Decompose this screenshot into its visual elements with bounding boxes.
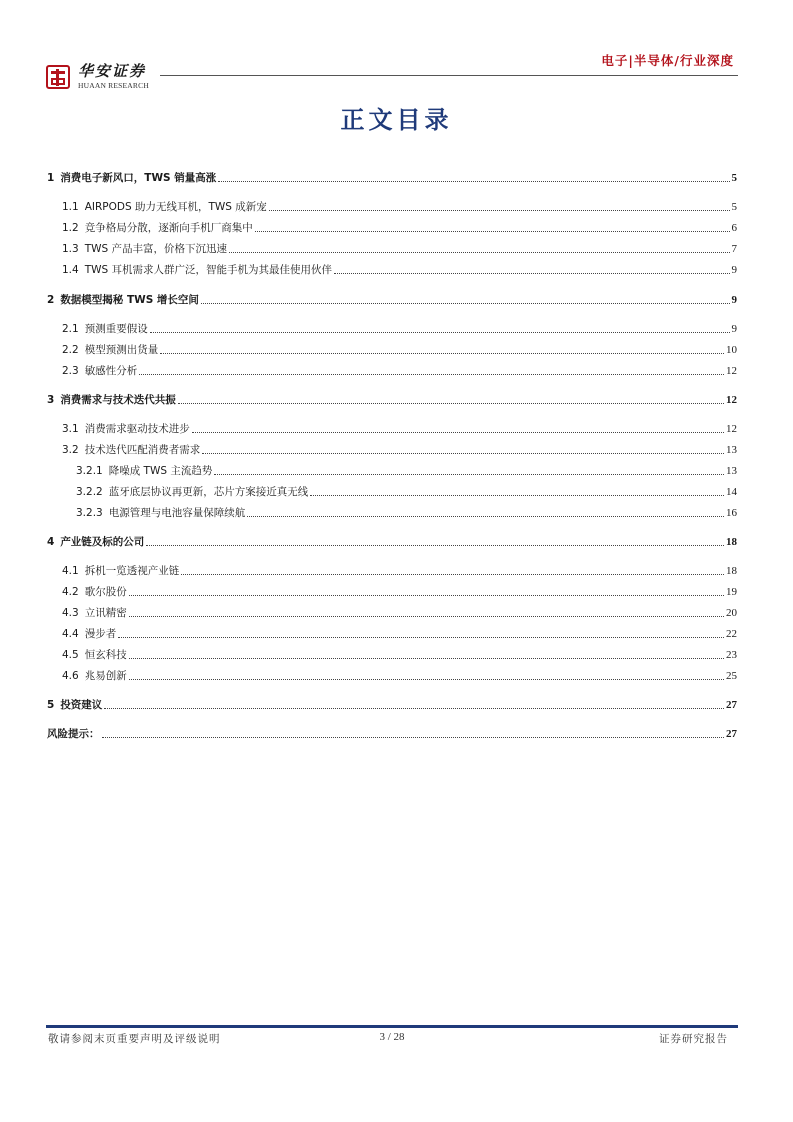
toc-dot-leader bbox=[201, 303, 730, 304]
huaan-logo-icon bbox=[46, 65, 70, 89]
toc-entry-number: 3.2 bbox=[62, 444, 79, 456]
toc-entry-label bbox=[76, 485, 308, 499]
toc-entry-page: 7 bbox=[731, 243, 737, 255]
toc-entry-number: 4.2 bbox=[62, 586, 79, 598]
toc-entry-number: 1.2 bbox=[62, 222, 79, 234]
toc-entry-text: TWS 耳机需求人群广泛，智能手机为其最佳使用伙伴 bbox=[84, 264, 333, 276]
toc-entry-label bbox=[47, 393, 176, 407]
toc-entry-page: 16 bbox=[726, 507, 737, 519]
toc-entry-text: 拆机一览透视产业链 bbox=[84, 565, 180, 577]
toc-entry-text: 产业链及标的公司 bbox=[60, 536, 145, 548]
toc-dot-leader bbox=[255, 231, 730, 232]
toc-entry-page: 5 bbox=[731, 201, 737, 213]
toc-entry-text: 数据模型揭秘 TWS 增长空间 bbox=[60, 294, 199, 306]
toc-entry-page: 9 bbox=[731, 264, 737, 276]
toc-entry[interactable] bbox=[47, 337, 737, 357]
toc-dot-leader bbox=[118, 637, 724, 638]
toc-entry-page: 9 bbox=[731, 294, 737, 306]
toc-entry-text: 技术迭代匹配消费者需求 bbox=[84, 444, 201, 456]
toc-entry-text: TWS 产品丰富，价格下沉迅速 bbox=[84, 243, 228, 255]
toc-entry-number: 5 bbox=[47, 699, 55, 711]
toc-entry-number: 1.1 bbox=[62, 201, 79, 213]
toc-entry[interactable] bbox=[47, 458, 737, 478]
toc-entry[interactable] bbox=[47, 387, 737, 407]
toc-entry-label bbox=[62, 606, 127, 620]
toc-entry-page: 9 bbox=[731, 323, 737, 335]
toc-entry-text: 立讯精密 bbox=[84, 607, 127, 619]
page-number: 3 / 28 bbox=[379, 1031, 405, 1043]
toc-entry-number: 3.2.1 bbox=[76, 465, 103, 477]
toc-entry[interactable] bbox=[47, 215, 737, 235]
toc-entry[interactable] bbox=[47, 692, 737, 712]
toc-entry-number: 4.5 bbox=[62, 649, 79, 661]
toc-dot-leader bbox=[192, 432, 724, 433]
toc-dot-leader bbox=[229, 252, 729, 253]
toc-dot-leader bbox=[214, 474, 724, 475]
toc-entry-label bbox=[76, 464, 212, 478]
toc-entry-label bbox=[62, 443, 200, 457]
toc-dot-leader bbox=[104, 708, 724, 709]
toc-entry-label bbox=[62, 242, 227, 256]
toc-entry-number: 2.2 bbox=[62, 344, 79, 356]
logo-chinese-name: 华安证券 bbox=[78, 64, 147, 80]
toc-entry-label bbox=[62, 564, 179, 578]
toc-entry-text: 投资建议 bbox=[60, 699, 103, 711]
toc-entry-label bbox=[62, 422, 190, 436]
toc-entry-number: 3.2.3 bbox=[76, 507, 103, 519]
toc-dot-leader bbox=[218, 181, 729, 182]
toc-entry-text: 竞争格局分散，逐渐向手机厂商集中 bbox=[84, 222, 253, 234]
toc-entry-number: 1.3 bbox=[62, 243, 79, 255]
toc-entry-label bbox=[62, 200, 267, 214]
toc-entry-text: 漫步者 bbox=[84, 628, 117, 640]
toc-entry-page: 25 bbox=[726, 670, 737, 682]
company-logo bbox=[46, 64, 149, 90]
toc-entry-label bbox=[47, 293, 199, 307]
toc-entry-number: 3 bbox=[47, 394, 55, 406]
toc-dot-leader bbox=[150, 332, 730, 333]
report-category: 电子|半导体/行业深度 bbox=[601, 53, 734, 68]
toc-entry-label bbox=[62, 343, 158, 357]
toc-entry-page: 12 bbox=[726, 365, 737, 377]
toc-entry-page: 18 bbox=[726, 565, 737, 577]
toc-entry-text: 降噪成 TWS 主流趋势 bbox=[108, 465, 213, 477]
toc-dot-leader bbox=[129, 616, 724, 617]
page-header bbox=[46, 46, 738, 96]
toc-entry-page: 27 bbox=[726, 728, 737, 740]
toc-entry-label bbox=[76, 506, 245, 520]
toc-entry[interactable] bbox=[47, 558, 737, 578]
toc-entry-page: 20 bbox=[726, 607, 737, 619]
toc-entry-text: 电源管理与电池容量保障续航 bbox=[108, 507, 246, 519]
logo-english-name: HUAAN RESEARCH bbox=[78, 81, 149, 90]
toc-entry[interactable] bbox=[47, 316, 737, 336]
toc-entry-label bbox=[47, 698, 102, 712]
toc-entry-label bbox=[62, 322, 148, 336]
toc-entry-number: 4.4 bbox=[62, 628, 79, 640]
toc-entry-text: 预测重要假设 bbox=[84, 323, 148, 335]
toc-entry[interactable] bbox=[47, 642, 737, 662]
toc-entry-number: 1 bbox=[47, 172, 55, 184]
toc-entry-text: 恒玄科技 bbox=[84, 649, 127, 661]
toc-entry-number: 4.1 bbox=[62, 565, 79, 577]
footer-report-type: 证券研究报告 bbox=[659, 1033, 728, 1045]
toc-dot-leader bbox=[129, 658, 724, 659]
toc-dot-leader bbox=[178, 403, 724, 404]
toc-entry-page: 27 bbox=[726, 699, 737, 711]
toc-entry-text: 消费需求驱动技术进步 bbox=[84, 423, 190, 435]
toc-entry-text: 蓝牙底层协议再更新，芯片方案接近真无线 bbox=[108, 486, 309, 498]
toc-entry-page: 13 bbox=[726, 465, 737, 477]
header-divider bbox=[160, 75, 738, 76]
toc-entry[interactable] bbox=[47, 621, 737, 641]
toc-entry[interactable] bbox=[47, 579, 737, 599]
toc-entry[interactable] bbox=[47, 416, 737, 436]
toc-entry-text: 歌尔股份 bbox=[84, 586, 127, 598]
toc-dot-leader bbox=[160, 353, 724, 354]
toc-dot-leader bbox=[102, 737, 725, 738]
toc-entry-number: 4.3 bbox=[62, 607, 79, 619]
toc-entry-text: 兆易创新 bbox=[84, 670, 127, 682]
toc-dot-leader bbox=[129, 595, 724, 596]
page-title: 正文目录 bbox=[340, 106, 453, 134]
toc-entry-page: 12 bbox=[726, 423, 737, 435]
toc-entry-label bbox=[47, 171, 216, 185]
toc-dot-leader bbox=[129, 679, 724, 680]
toc-entry-label bbox=[62, 221, 253, 235]
toc-dot-leader bbox=[181, 574, 724, 575]
toc-entry[interactable] bbox=[47, 529, 737, 549]
page-footer bbox=[46, 1031, 738, 1047]
toc-entry-text: 风险提示： bbox=[47, 728, 100, 740]
toc-entry-number: 3.2.2 bbox=[76, 486, 103, 498]
toc-entry-number: 2.3 bbox=[62, 365, 79, 377]
toc-entry-text: AIRPODS 助力无线耳机，TWS 成新宠 bbox=[84, 201, 267, 213]
toc-entry-page: 10 bbox=[726, 344, 737, 356]
toc-entry[interactable] bbox=[47, 479, 737, 499]
toc-entry-label bbox=[62, 648, 127, 662]
toc-entry-page: 14 bbox=[726, 486, 737, 498]
toc-entry-number: 2 bbox=[47, 294, 55, 306]
toc-dot-leader bbox=[247, 516, 724, 517]
toc-entry[interactable] bbox=[47, 287, 737, 307]
toc-entry-page: 5 bbox=[731, 172, 737, 184]
toc-dot-leader bbox=[146, 545, 724, 546]
toc-entry[interactable] bbox=[47, 194, 737, 214]
toc-entry[interactable] bbox=[47, 437, 737, 457]
toc-entry-page: 18 bbox=[726, 536, 737, 548]
toc-entry-page: 6 bbox=[731, 222, 737, 234]
toc-entry[interactable] bbox=[47, 500, 737, 520]
toc-entry-number: 4.6 bbox=[62, 670, 79, 682]
toc-entry[interactable] bbox=[47, 663, 737, 683]
toc-entry-label bbox=[62, 627, 116, 641]
toc-entry-page: 22 bbox=[726, 628, 737, 640]
toc-entry-label bbox=[62, 669, 127, 683]
toc-entry[interactable] bbox=[47, 721, 737, 741]
toc-entry-label bbox=[47, 535, 144, 549]
toc-entry[interactable] bbox=[47, 257, 737, 277]
toc-entry-page: 12 bbox=[726, 394, 737, 406]
toc-entry-number: 3.1 bbox=[62, 423, 79, 435]
toc-dot-leader bbox=[334, 273, 729, 274]
toc-entry-page: 13 bbox=[726, 444, 737, 456]
toc-entry-number: 1.4 bbox=[62, 264, 79, 276]
toc-entry[interactable] bbox=[47, 358, 737, 378]
toc-entry-text: 模型预测出货量 bbox=[84, 344, 159, 356]
toc-dot-leader bbox=[269, 210, 730, 211]
toc-entry-number: 2.1 bbox=[62, 323, 79, 335]
toc-entry-label bbox=[62, 364, 137, 378]
toc-entry[interactable] bbox=[47, 236, 737, 256]
toc-entry-page: 19 bbox=[726, 586, 737, 598]
toc-dot-leader bbox=[202, 453, 724, 454]
toc-entry-label bbox=[62, 585, 127, 599]
toc-entry-page: 23 bbox=[726, 649, 737, 661]
footer-disclaimer: 敬请参阅末页重要声明及评级说明 bbox=[48, 1033, 221, 1045]
toc-entry-text: 敏感性分析 bbox=[84, 365, 138, 377]
toc-dot-leader bbox=[310, 495, 724, 496]
toc-entry[interactable] bbox=[47, 165, 737, 185]
toc-entry-label bbox=[47, 727, 100, 741]
toc-dot-leader bbox=[139, 374, 724, 375]
toc-entry-text: 消费需求与技术迭代共振 bbox=[60, 394, 176, 406]
toc-entry-text: 消费电子新风口，TWS 销量高涨 bbox=[60, 172, 217, 184]
footer-divider bbox=[46, 1025, 738, 1028]
toc-entry-number: 4 bbox=[47, 536, 55, 548]
toc-entry[interactable] bbox=[47, 600, 737, 620]
toc-entry-label bbox=[62, 263, 332, 277]
